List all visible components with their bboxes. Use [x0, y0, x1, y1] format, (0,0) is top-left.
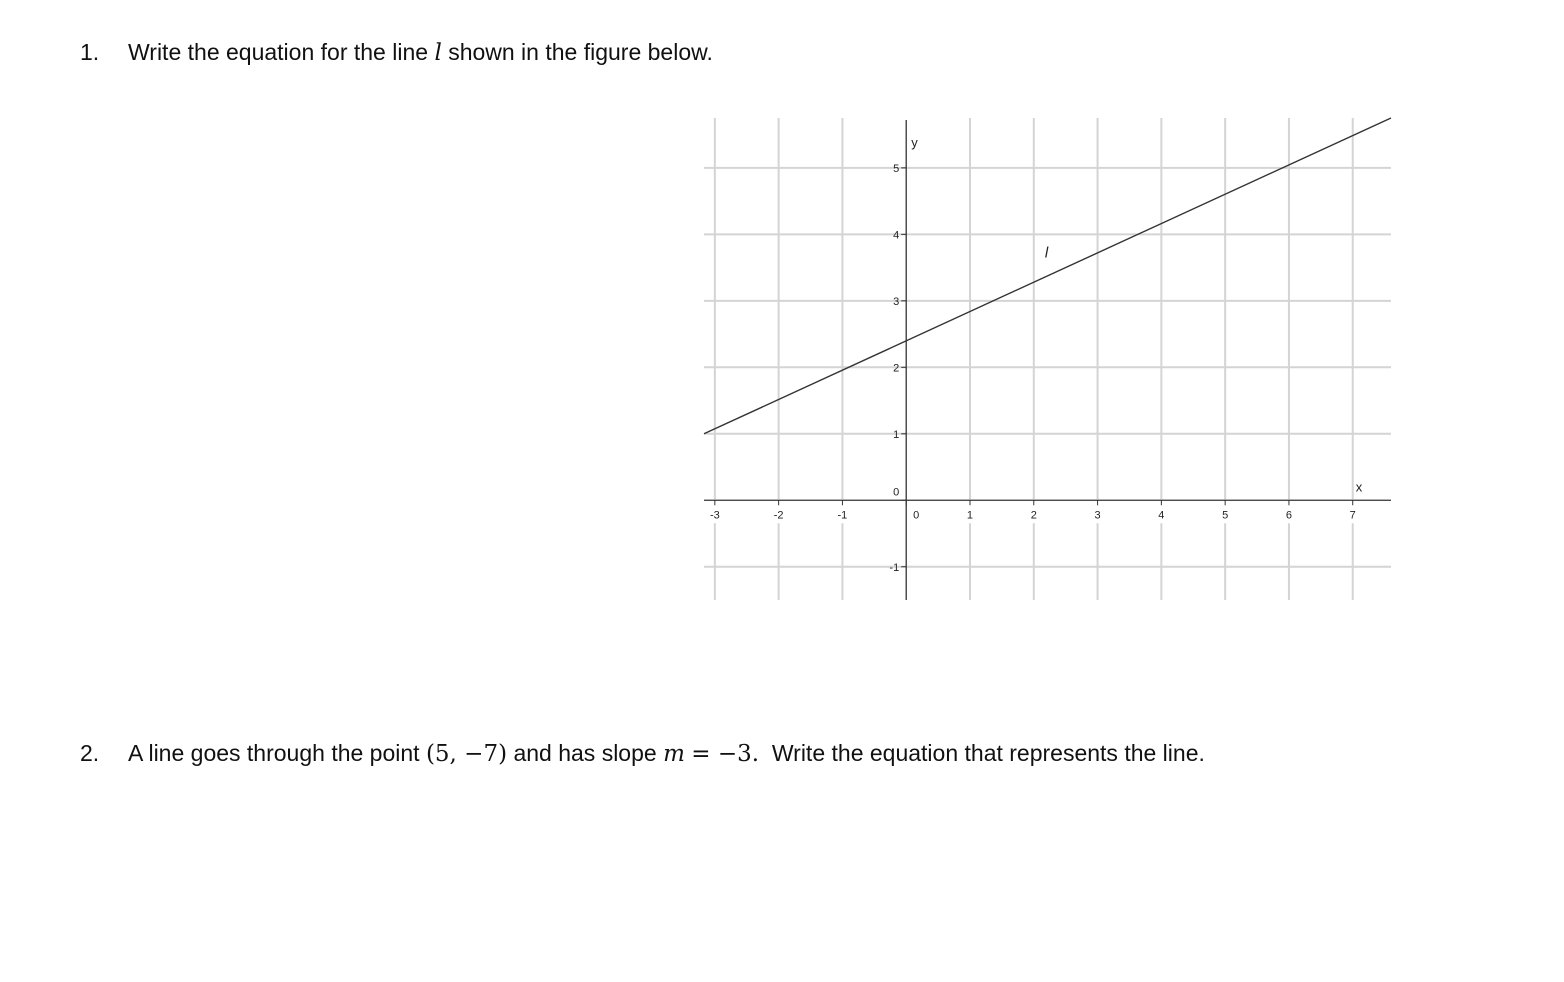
problem-1-text-after: shown in the figure below.: [448, 39, 713, 65]
problem-2-slope-value: = −3.: [691, 741, 760, 767]
y-tick-label: 4: [893, 229, 900, 242]
y-tick-label: 1: [893, 428, 900, 441]
x-tick-label: 2: [1030, 509, 1037, 522]
grid-lines: [704, 118, 1391, 600]
x-tick-label: 3: [1094, 509, 1101, 522]
x-tick-label: -1: [837, 509, 848, 522]
x-tick-label: 0: [913, 509, 920, 522]
x-tick-label: 7: [1349, 509, 1356, 522]
y-tick-label: 2: [893, 362, 900, 375]
axis-labels: [911, 135, 1363, 494]
y-tick-label: 5: [893, 162, 900, 175]
problem-2-text-2: and has slope: [513, 740, 657, 766]
problem-2-slope-var: m: [663, 741, 685, 767]
x-tick-label: 1: [966, 509, 974, 522]
problem-2-text: [128, 739, 1205, 768]
problem-2-point: (5, −7): [425, 741, 508, 767]
y-tick-label: 3: [893, 295, 900, 308]
problem-1-number: 1.: [80, 39, 100, 65]
x-tick-label: -3: [709, 509, 720, 522]
problem-2-text-1: A line goes through the point: [128, 740, 420, 766]
problem-1-variable: l: [434, 40, 442, 66]
x-axis-label: x: [1355, 479, 1363, 495]
problem-1-text-before: Write the equation for the line: [128, 39, 429, 65]
problem-2-number: 2.: [80, 740, 100, 766]
y-tick-label: -1: [889, 561, 900, 574]
y-axis-label: y: [911, 135, 918, 150]
x-tick-label: -2: [773, 509, 784, 522]
x-tick-label: 6: [1285, 509, 1293, 522]
problem-2-text-3: Write the equation that represents the line.: [771, 740, 1205, 766]
x-tick-label: 4: [1158, 509, 1165, 522]
y-tick-label: 0: [893, 486, 900, 499]
line-label: l: [1044, 244, 1049, 262]
x-tick-label: 5: [1222, 509, 1229, 522]
